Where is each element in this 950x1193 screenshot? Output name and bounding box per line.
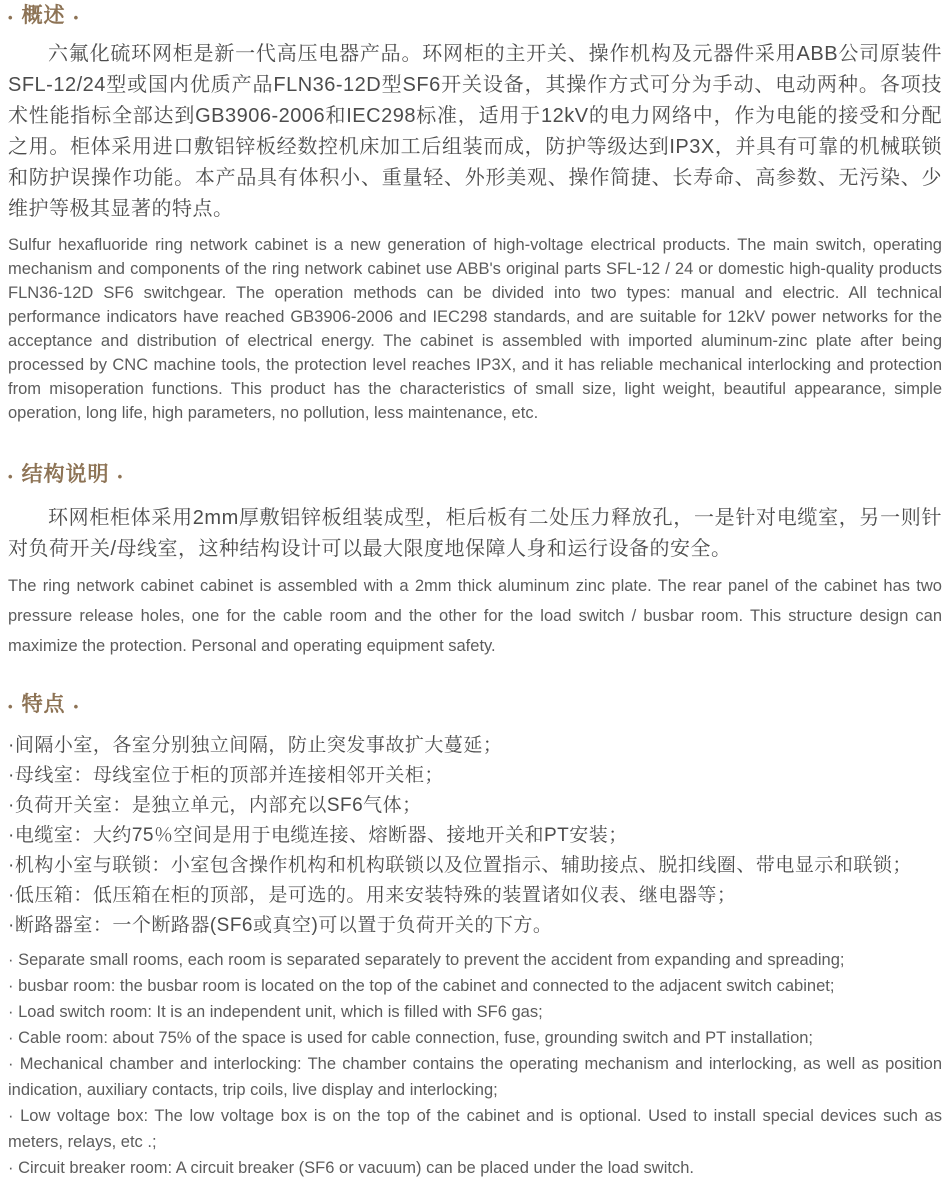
overview-heading-text: 概述	[21, 4, 66, 27]
section-structure	[8, 461, 942, 661]
features-heading	[8, 691, 942, 719]
heading-dot-icon: •	[73, 698, 80, 714]
overview-paragraph-zh: 六氟化硫环网柜是新一代高压电器产品。环网柜的主开关、操作机构及元器件采用ABB公司原装件SFL-12/24型或国内优质产品FLN36-12D型SF6开关设备，其操作方式可分为手动、电动两种。各项技术性能指标全部达到GB3906-2006和IEC298标准，适用于12kV的电力网络中，作为电能的接受和分配之用。柜体采用进口敷铝锌板经数控机床加工后组装而成，防护等级达到IP3X，并具有可靠的机械联锁和防护误操作功能。本产品具有体积小、重量轻、外形美观、操作简捷、长寿命、高参数、无污染、少维护等极其显著的特点。	[8, 43, 942, 220]
features-heading-text: 特点	[21, 693, 66, 716]
feature-item-zh: ·间隔小室，各室分别独立间隔，防止突发事故扩大蔓延；	[8, 735, 503, 756]
feature-item-zh: ·低压箱：低压箱在柜的顶部，是可选的。用来安装特殊的装置诸如仪表、继电器等；	[8, 885, 737, 906]
heading-dot-icon: •	[8, 9, 14, 25]
feature-item-en: · Mechanical chamber and interlocking: The chamber contains the operating mechanism and interlocking, as well as position indication, auxiliary contacts, trip coils, live display and interlocking;	[8, 1055, 942, 1099]
feature-item-zh: ·负荷开关室：是独立单元，内部充以SF6气体；	[8, 795, 422, 816]
feature-item-zh: ·断路器室：一个断路器(SF6或真空)可以置于负荷开关的下方。	[8, 915, 553, 936]
structure-paragraph-zh: 环网柜柜体采用2mm厚敷铝锌板组装成型，柜后板有二处压力释放孔，一是针对电缆室，另一则针对负荷开关/母线室，这种结构设计可以最大限度地保障人身和运行设备的安全。	[8, 507, 942, 560]
structure-heading-text: 结构说明	[21, 463, 110, 486]
features-list-zh	[8, 731, 942, 941]
section-features	[8, 691, 942, 1181]
feature-item-en: · Low voltage box: The low voltage box is on the top of the cabinet and is optional. Used to install special devices such as meters, relays, etc .;	[8, 1107, 942, 1151]
feature-item-en: · Cable room: about 75% of the space is used for cable connection, fuse, grounding switch and PT installation;	[8, 1029, 814, 1047]
heading-dot-icon: •	[73, 9, 80, 25]
feature-item-zh: ·机构小室与联锁：小室包含操作机构和机构联锁以及位置指示、辅助接点、脱扣线圈、带电显示和联锁；	[8, 855, 912, 876]
product-description-document	[8, 2, 942, 1181]
section-overview	[8, 2, 942, 425]
heading-dot-icon: •	[117, 468, 124, 484]
heading-dot-icon: •	[8, 698, 14, 714]
feature-item-en: · Separate small rooms, each room is separated separately to prevent the accident from expanding and spreading;	[8, 951, 845, 969]
feature-item-en: · Circuit breaker room: A circuit breaker (SF6 or vacuum) can be placed under the load switch.	[8, 1159, 694, 1177]
structure-heading	[8, 461, 942, 489]
feature-item-en: · Load switch room: It is an independent unit, which is filled with SF6 gas;	[8, 1003, 543, 1021]
overview-paragraph-en: Sulfur hexafluoride ring network cabinet is a new generation of high-voltage electrical products. The main switch, operating mechanism and components of the ring network cabinet use ABB's original parts SFL-12 / 24 or domestic high-quality products FLN36-12D SF6 switchgear. The operation methods can be divided into two types: manual and electric. All technical performance indicators have reached GB3906-2006 and IEC298 standards, and are suitable for 12kV power networks for the acceptance and distribution of electrical energy. The cabinet is assembled with imported aluminum-zinc plate after being processed by CNC machine tools, the protection level reaches IP3X, and it has reliable mechanical interlocking and protection from misoperation functions. This product has the characteristics of small size, light weight, beautiful appearance, simple operation, long life, high parameters, no pollution, less maintenance, etc.	[8, 236, 942, 422]
feature-item-zh: ·电缆室：大约75％空间是用于电缆连接、熔断器、接地开关和PT安装；	[8, 825, 628, 846]
overview-heading	[8, 2, 942, 30]
features-list-en	[8, 947, 942, 1181]
heading-dot-icon: •	[8, 468, 14, 484]
structure-paragraph-en: The ring network cabinet cabinet is assembled with a 2mm thick aluminum zinc plate. The rear panel of the cabinet has two pressure release holes, one for the cable room and the other for the load switch / busbar room. This structure design can maximize the protection. Personal and operating equipment safety.	[8, 577, 942, 655]
feature-item-zh: ·母线室：母线室位于柜的顶部并连接相邻开关柜；	[8, 765, 444, 786]
feature-item-en: · busbar room: the busbar room is located on the top of the cabinet and connected to the adjacent switch cabinet;	[8, 977, 835, 995]
